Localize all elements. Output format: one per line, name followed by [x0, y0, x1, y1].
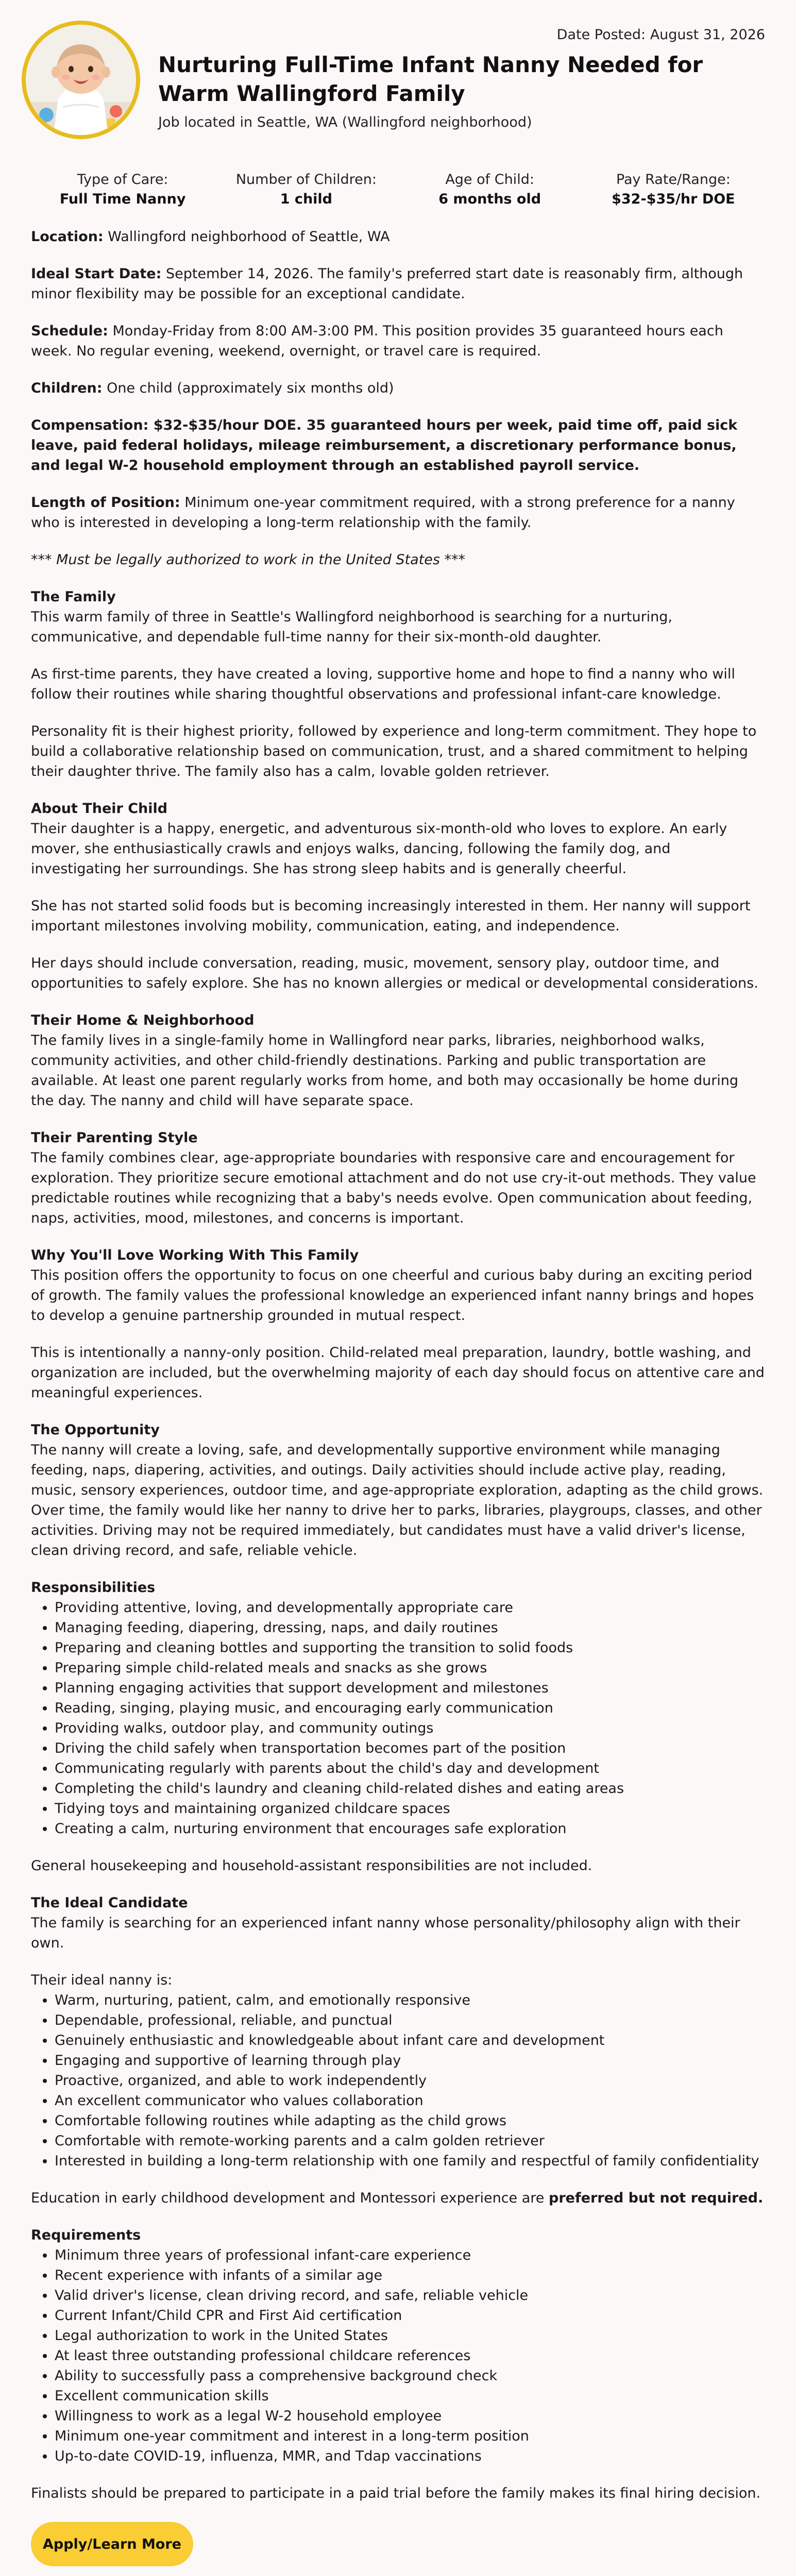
- section-heading-candidate: The Ideal Candidate: [31, 1895, 188, 1911]
- detail-label: Children:: [31, 380, 103, 396]
- detail-text: One child (approximately six months old): [102, 380, 394, 396]
- list-item: • Current Infant/Child CPR and First Aid certification: [55, 2306, 765, 2326]
- parenting-paragraph: The family combines clear, age-appropriate boundaries with responsive care and encouragement for exploration. They prioritize secure emotional attachment and do not use cry-it-out methods. They value predictable routines while recognizing that a baby's needs evolve. Open communication about feeding, naps, activities, mood, milestones, and concerns is important.: [31, 1150, 756, 1226]
- list-item: • Interested in building a long-term relationship with one family and respectful of family confidentiality: [55, 2151, 765, 2171]
- list-item: • Legal authorization to work in the United States: [55, 2326, 765, 2346]
- list-item: • Dependable, professional, reliable, and punctual: [55, 2010, 765, 2030]
- list-item: • Proactive, organized, and able to work independently: [55, 2071, 765, 2091]
- date-posted: Date Posted: August 31, 2026: [556, 27, 765, 43]
- opportunity-paragraph: The nanny will create a loving, safe, and developmentally supportive environment while managing feeding, naps, diapering, activities, and outings. Daily activities should include active play, reading, music, sensory experiences, outdoor time, and age-appropriate exploration, adapting as the child grows. Over time, the family would like her nanny to drive her to parks, libraries, playgroups, classes, and other activities. Driving may not be required immediately, but candidates must have a valid driver's license, clean driving record, and safe, reliable vehicle.: [31, 1442, 764, 1558]
- list-item: • Willingness to work as a legal W-2 household employee: [55, 2406, 765, 2426]
- responsibilities-note: General housekeeping and household-assistant responsibilities are not included.: [31, 1858, 592, 1874]
- summary-type-of-care: [31, 170, 214, 209]
- list-item: • Engaging and supportive of learning through play: [55, 2050, 765, 2071]
- list-item: • Communicating regularly with parents about the child's day and development: [55, 1758, 765, 1778]
- summary-value: 1 child: [280, 191, 332, 207]
- list-item: • Minimum three years of professional infant-care experience: [55, 2245, 765, 2265]
- list-item: • Creating a calm, nurturing environment that encourages safe exploration: [55, 1819, 765, 1839]
- detail-label: Location:: [31, 229, 104, 245]
- title-block: [158, 50, 725, 130]
- summary-value: $32-$35/hr DOE: [612, 191, 735, 207]
- detail-start-date: [31, 264, 765, 304]
- detail-location: [31, 227, 765, 247]
- family-paragraph: This warm family of three in Seattle's Wallingford neighborhood is searching for a nurturing, communicative, and dependable full-time nanny for their six-month-old daughter.: [31, 609, 673, 645]
- candidate-list-intro: Their ideal nanny is:: [31, 1972, 173, 1988]
- summary-value: 6 months old: [438, 191, 541, 207]
- section-heading-why: Why You'll Love Working With This Family: [31, 1247, 359, 1263]
- apply-button[interactable]: Apply/Learn More: [31, 2522, 193, 2566]
- detail-text: $32-$35/hour DOE. 35 guaranteed hours per week, paid time off, paid sick leave, paid federal holidays, mileage reimbursement, a discretionary performance bonus, and legal W-2 household employment through an established payroll service.: [31, 417, 738, 473]
- closing-note: Finalists should be prepared to participate in a paid trial before the family makes its final hiring decision.: [31, 2485, 761, 2501]
- candidate-traits-list: [31, 1990, 765, 2171]
- family-paragraph: As first-time parents, they have created a loving, supportive home and hope to find a nanny who will follow their routines while sharing thoughtful observations and professional infant-care knowledge.: [31, 666, 735, 702]
- list-item: • Tidying toys and maintaining organized childcare spaces: [55, 1799, 765, 1819]
- summary-label: Number of Children:: [235, 172, 377, 188]
- list-item: • Comfortable with remote-working parents and a calm golden retriever: [55, 2131, 765, 2151]
- candidate-intro: The family is searching for an experienced infant nanny whose personality/philosophy align with their own.: [31, 1915, 740, 1951]
- requirements-list: [31, 2245, 765, 2466]
- list-item: • Reading, singing, playing music, and encouraging early communication: [55, 1698, 765, 1718]
- detail-text: September 14, 2026. The family's preferred start date is reasonably firm, although minor flexibility may be possible for an exceptional candidate.: [31, 266, 743, 302]
- section-heading-home: Their Home & Neighborhood: [31, 1012, 255, 1028]
- list-item: • Providing walks, outdoor play, and community outings: [55, 1718, 765, 1738]
- section-heading-child: About Their Child: [31, 801, 168, 817]
- summary-pay-rate: [582, 170, 765, 209]
- detail-text: Monday-Friday from 8:00 AM-3:00 PM. This position provides 35 guaranteed hours each week. No regular evening, weekend, overnight, or travel care is required.: [31, 323, 723, 359]
- list-item: • Managing feeding, diapering, dressing, naps, and daily routines: [55, 1618, 765, 1638]
- job-description: [31, 227, 765, 2520]
- section-heading-requirements: Requirements: [31, 2227, 141, 2243]
- list-item: • Minimum one-year commitment and interest in a long-term position: [55, 2426, 765, 2446]
- why-paragraph: This position offers the opportunity to focus on one cheerful and curious baby during an exciting period of growth. The family values the professional knowledge an experienced infant nanny brings and hopes to develop a genuine partnership grounded in mutual respect.: [31, 1267, 754, 1324]
- baby-photo-icon: [26, 25, 136, 135]
- detail-text: Wallingford neighborhood of Seattle, WA: [103, 229, 390, 245]
- summary-number-of-children: [214, 170, 398, 209]
- education-note: [31, 2188, 765, 2208]
- list-item: • At least three outstanding professional childcare references: [55, 2346, 765, 2366]
- job-title: Nurturing Full-Time Infant Nanny Needed for Warm Wallingford Family: [158, 52, 703, 106]
- child-paragraph: She has not started solid foods but is becoming increasingly interested in them. Her nanny will support important milestones involving mobility, communication, eating, and independence.: [31, 898, 751, 934]
- list-item: • Ability to successfully pass a comprehensive background check: [55, 2366, 765, 2386]
- home-paragraph: The family lives in a single-family home in Wallingford near parks, libraries, neighborhood walks, community activities, and other child-friendly destinations. Parking and public transportation are available. At least one parent regularly works from home, and both may occasionally be home during the day. The nanny and child will have separate space.: [31, 1032, 739, 1109]
- list-item: • Comfortable following routines while adapting as the child grows: [55, 2111, 765, 2131]
- section-heading-opportunity: The Opportunity: [31, 1422, 160, 1438]
- summary-label: Type of Care:: [77, 172, 168, 188]
- detail-label: Schedule:: [31, 323, 108, 339]
- summary-label: Age of Child:: [445, 172, 534, 188]
- detail-label: Length of Position:: [31, 495, 180, 511]
- authorization-note: *** Must be legally authorized to work in the United States ***: [31, 552, 466, 568]
- list-item: • Excellent communication skills: [55, 2386, 765, 2406]
- summary-age-of-child: [398, 170, 582, 209]
- avatar: [22, 21, 140, 139]
- education-text: Education in early childhood development and Montessori experience are: [31, 2190, 549, 2206]
- list-item: • Warm, nurturing, patient, calm, and emotionally responsive: [55, 1990, 765, 2010]
- child-paragraph: Her days should include conversation, reading, music, movement, sensory play, outdoor time, and opportunities to safely explore. She has no known allergies or medical or developmental considerations.: [31, 955, 758, 991]
- summary-label: Pay Rate/Range:: [616, 172, 731, 188]
- header: [22, 21, 725, 139]
- list-item: • Recent experience with infants of a similar age: [55, 2265, 765, 2285]
- job-summary: [31, 170, 765, 209]
- section-heading-parenting: Their Parenting Style: [31, 1130, 198, 1146]
- detail-text: Minimum one-year commitment required, with a strong preference for a nanny who is interested in developing a long-term relationship with the family.: [31, 495, 735, 531]
- list-item: • Completing the child's laundry and cleaning child-related dishes and eating areas: [55, 1778, 765, 1799]
- detail-length: [31, 493, 765, 533]
- detail-schedule: [31, 321, 765, 361]
- family-paragraph: Personality fit is their highest priority, followed by experience and long-term commitment. They hope to build a collaborative relationship based on communication, trust, and a shared commitment to helping their daughter thrive. The family also has a calm, lovable golden retriever.: [31, 723, 757, 779]
- list-item: • Providing attentive, loving, and developmentally appropriate care: [55, 1598, 765, 1618]
- list-item: • Planning engaging activities that support development and milestones: [55, 1678, 765, 1698]
- education-emphasis: preferred but not required.: [549, 2190, 764, 2206]
- job-location: Job located in Seattle, WA (Wallingford neighborhood): [158, 114, 532, 130]
- child-paragraph: Their daughter is a happy, energetic, and adventurous six-month-old who loves to explore. An early mover, she enthusiastically crawls and enjoys walks, dancing, following the family dog, and investigating her surroundings. She has strong sleep habits and is generally cheerful.: [31, 821, 727, 877]
- responsibilities-list: [31, 1598, 765, 1839]
- section-heading-family: The Family: [31, 589, 116, 605]
- summary-value: Full Time Nanny: [59, 191, 186, 207]
- detail-compensation: [31, 415, 765, 476]
- detail-label: Compensation:: [31, 417, 149, 433]
- list-item: • Genuinely enthusiastic and knowledgeable about infant care and development: [55, 2030, 765, 2050]
- list-item: • Valid driver's license, clean driving record, and safe, reliable vehicle: [55, 2285, 765, 2306]
- detail-children: [31, 378, 765, 398]
- section-heading-responsibilities: Responsibilities: [31, 1580, 156, 1596]
- list-item: • An excellent communicator who values collaboration: [55, 2091, 765, 2111]
- why-paragraph: This is intentionally a nanny-only position. Child-related meal preparation, laundry, bottle washing, and organization are included, but the overwhelming majority of each day should focus on attentive care and meaningful experiences.: [31, 1345, 765, 1401]
- detail-label: Ideal Start Date:: [31, 266, 162, 282]
- list-item: • Preparing simple child-related meals and snacks as she grows: [55, 1658, 765, 1678]
- list-item: • Up-to-date COVID-19, influenza, MMR, and Tdap vaccinations: [55, 2446, 765, 2466]
- list-item: • Preparing and cleaning bottles and supporting the transition to solid foods: [55, 1638, 765, 1658]
- list-item: • Driving the child safely when transportation becomes part of the position: [55, 1738, 765, 1758]
